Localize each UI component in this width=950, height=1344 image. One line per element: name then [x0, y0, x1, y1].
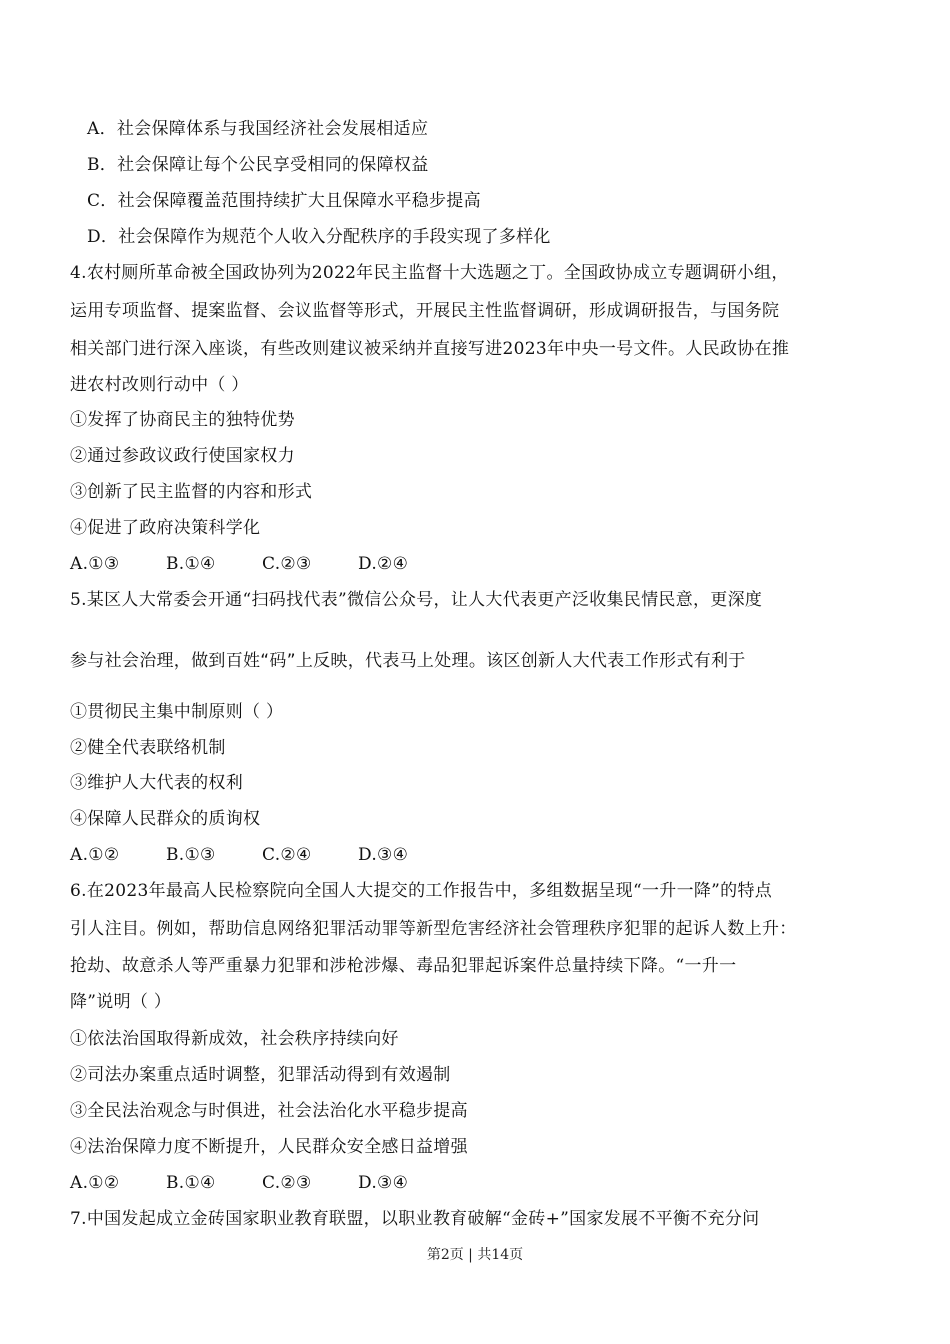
q4-stem-line-2: 运用专项监督、提案监督、会议监督等形式，开展民主性监督调研，形成调研报告，与国务院	[70, 301, 780, 321]
q4-choice-a: A.①③	[70, 554, 120, 574]
q6-statement-2: ②司法办案重点适时调整，犯罪活动得到有效遏制	[70, 1065, 451, 1085]
q5-statement-4: ④保障人民群众的质询权	[70, 809, 261, 829]
page-footer: 第2页 | 共14页	[426, 1247, 524, 1263]
q5-statement-3: ③维护人大代表的权利	[70, 773, 243, 793]
q6-stem-line-3: 抢劫、故意杀人等严重暴力犯罪和涉枪涉爆、毒品犯罪起诉案件总量持续下降。“一升一	[70, 956, 737, 976]
q6-choices	[70, 1172, 454, 1194]
q6-choice-d: D.③④	[358, 1173, 409, 1193]
q6-statement-3: ③全民法治观念与时俱进，社会法治化水平稳步提高	[70, 1101, 468, 1121]
q6-stem-line-2: 引人注目。例如，帮助信息网络犯罪活动罪等新型危害经济社会管理秩序犯罪的起诉人数上升：	[70, 919, 797, 939]
q6-stem-line-4: 降”说明（ ）	[70, 992, 172, 1012]
q5-statement-1: ①贯彻民主集中制原则（ ）	[70, 702, 284, 722]
q5-statement-2: ②健全代表联络机制	[70, 738, 226, 758]
q3-option-d: D．社会保障作为规范个人收入分配秩序的手段实现了多样化	[87, 227, 551, 247]
q6-choice-c: C.②③	[262, 1173, 312, 1193]
q6-stem-line-1: 6.在2023年最高人民检察院向全国人大提交的工作报告中，多组数据呈现“一升一降”的特点	[70, 881, 773, 901]
q5-choice-a: A.①②	[70, 845, 120, 865]
q5-choice-d: D.③④	[358, 845, 409, 865]
q5-stem-line-2: 参与社会治理，做到百姓“码”上反映，代表马上处理。该区创新人大代表工作形式有利于	[70, 651, 746, 671]
q4-statement-4: ④促进了政府决策科学化	[70, 518, 261, 538]
q7-stem-line-1: 7.中国发起成立金砖国家职业教育联盟，以职业教育破解“金砖+”国家发展不平衡不充分问	[70, 1209, 760, 1229]
q4-statement-3: ③创新了民主监督的内容和形式	[70, 482, 313, 502]
q4-statement-1: ①发挥了协商民主的独特优势	[70, 410, 295, 430]
q6-statement-4: ④法治保障力度不断提升，人民群众安全感日益增强	[70, 1137, 468, 1157]
q3-option-c: C．社会保障覆盖范围持续扩大且保障水平稳步提高	[87, 191, 481, 211]
q5-choice-b: B.①③	[166, 845, 216, 865]
q5-choices	[70, 844, 454, 866]
q4-stem-line-1: 4.农村厕所革命被全国政协列为2022年民主监督十大选题之丁。全国政协成立专题调研小组，	[70, 263, 789, 283]
q4-choice-b: B.①④	[166, 554, 216, 574]
q4-choice-c: C.②③	[262, 554, 312, 574]
q3-option-a: A．社会保障体系与我国经济社会发展相适应	[87, 119, 429, 139]
q4-stem-line-4: 进农村改则行动中（ ）	[70, 375, 249, 395]
q6-choice-a: A.①②	[70, 1173, 120, 1193]
q4-choice-d: D.②④	[358, 554, 409, 574]
q5-choice-c: C.②④	[262, 845, 312, 865]
q4-statement-2: ②通过参政议政行使国家权力	[70, 446, 295, 466]
q4-choices	[70, 553, 454, 575]
q3-option-b: B．社会保障让每个公民享受相同的保障权益	[87, 155, 429, 175]
q6-choice-b: B.①④	[166, 1173, 216, 1193]
q4-stem-line-3: 相关部门进行深入座谈，有些改则建议被采纳并直接写进2023年中央一号文件。人民政协在推	[70, 339, 790, 359]
q6-statement-1: ①依法治国取得新成效，社会秩序持续向好	[70, 1029, 399, 1049]
q5-stem-line-1: 5.某区人大常委会开通“扫码找代表”微信公众号，让人大代表更产泛收集民情民意，更深度	[70, 590, 763, 610]
